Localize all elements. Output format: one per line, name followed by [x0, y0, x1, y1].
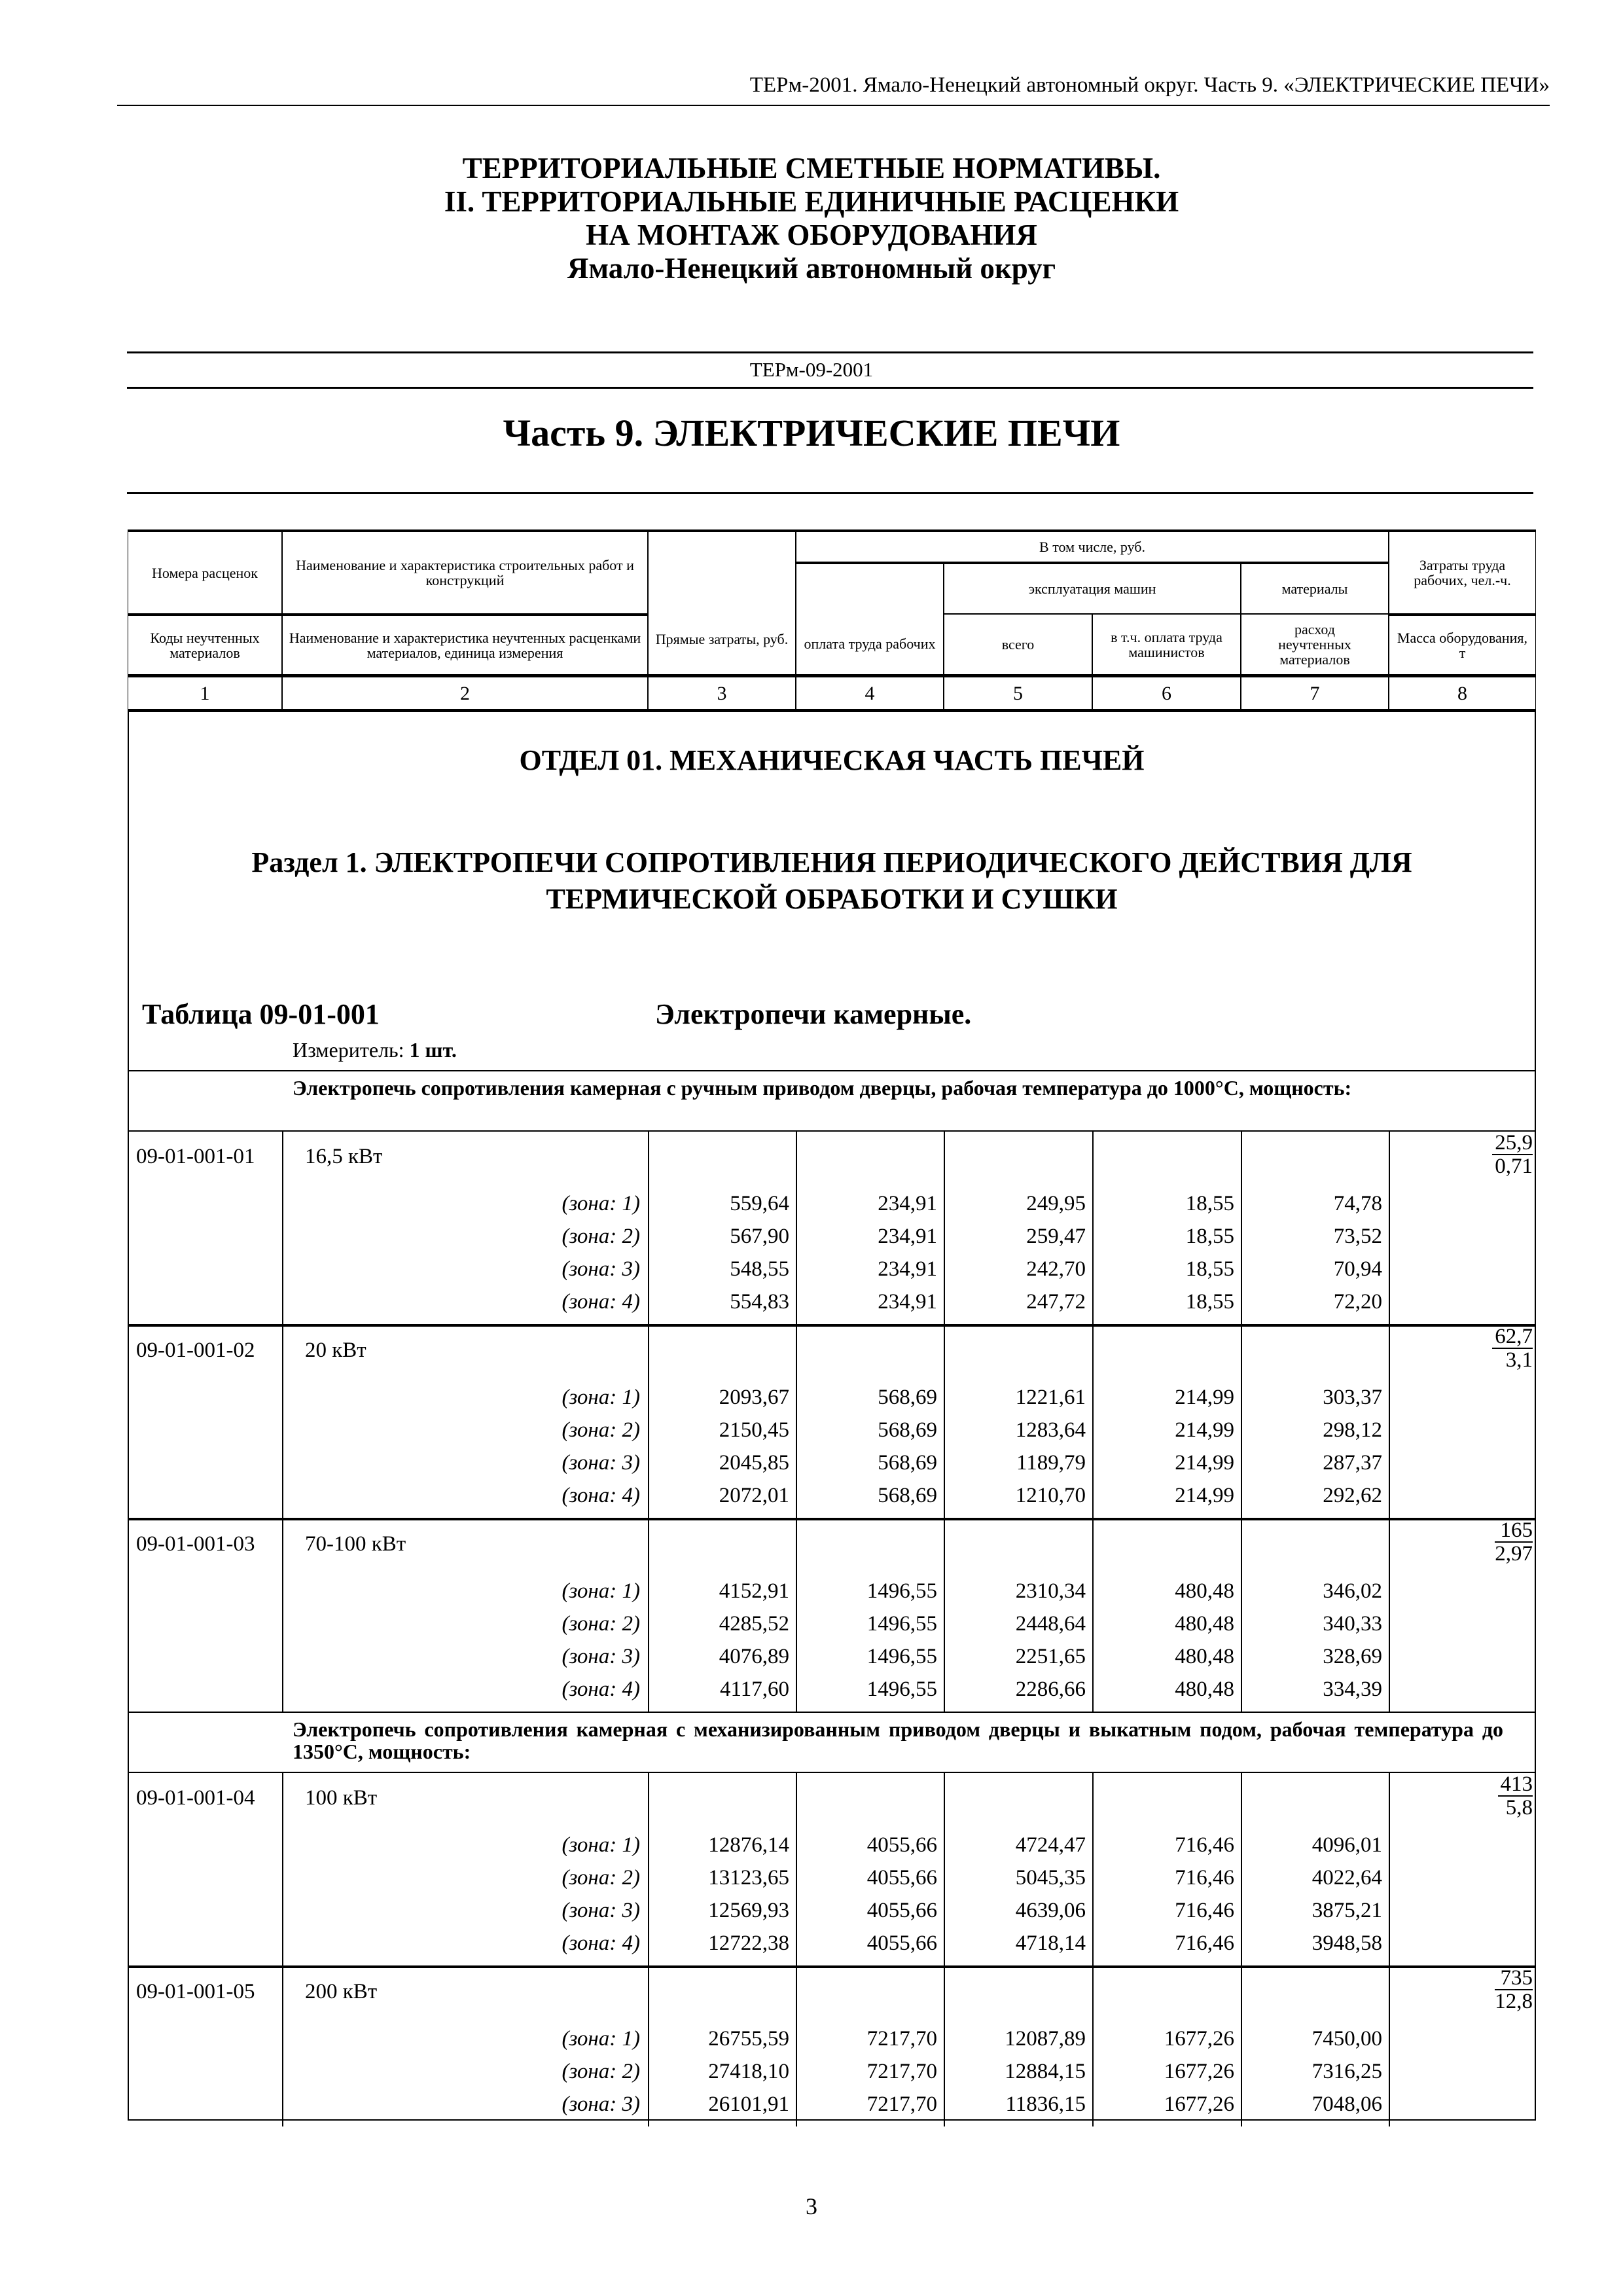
column-divider — [1389, 1324, 1390, 1518]
zone-value: 4055,66 — [866, 1931, 937, 1955]
measure — [293, 1038, 457, 1062]
zone-value: 7217,70 — [866, 2092, 937, 2116]
column-divider — [1389, 1518, 1390, 1712]
column-divider — [648, 1772, 649, 1965]
column-divider — [1241, 1518, 1242, 1712]
zone-value: 2093,67 — [719, 1386, 789, 1409]
rate-code: 09-01-001-02 — [136, 1338, 255, 1362]
table-label: Таблица 09-01-001 — [142, 998, 380, 1030]
column-number: 6 — [1092, 675, 1241, 709]
column-divider — [282, 1324, 283, 1518]
zone-value: 7217,70 — [866, 2027, 937, 2051]
column-number: 3 — [648, 675, 796, 709]
column-divider — [648, 1130, 649, 1324]
zone-value: 1283,64 — [1015, 1418, 1086, 1442]
zone-value: 4096,01 — [1311, 1833, 1382, 1857]
item-name: 16,5 кВт — [305, 1145, 383, 1168]
zone-value: 568,69 — [878, 1484, 937, 1507]
rate-code: 09-01-001-03 — [136, 1532, 255, 1556]
header-including: В том числе, руб. — [796, 529, 1389, 564]
zone-value: 1496,55 — [866, 1677, 937, 1701]
zone-value: 5045,35 — [1015, 1866, 1086, 1890]
zone-value: 568,69 — [878, 1418, 937, 1442]
zone-value: 234,91 — [878, 1257, 937, 1281]
header-unaccounted-materials: расход неучтенных материалов — [1241, 614, 1389, 675]
zone-label: (зона: 3) — [562, 1645, 640, 1668]
zone-value: 716,46 — [1175, 1899, 1234, 1922]
document-title-line: ТЕРРИТОРИАЛЬНЫЕ СМЕТНЫЕ НОРМАТИВЫ. — [462, 152, 1161, 185]
zone-label: (зона: 3) — [562, 1451, 640, 1475]
zone-value: 214,99 — [1175, 1484, 1234, 1507]
header-materials: материалы — [1241, 564, 1389, 614]
row-divider — [128, 1130, 1536, 1132]
zone-value: 4022,64 — [1311, 1866, 1382, 1890]
zone-value: 214,99 — [1175, 1386, 1234, 1409]
header-rate-numbers: Номера расценок — [128, 529, 282, 614]
zone-label: (зона: 1) — [562, 1833, 640, 1857]
column-divider — [1389, 1965, 1390, 2126]
rate-code: 09-01-001-01 — [136, 1145, 255, 1168]
zone-value: 303,37 — [1323, 1386, 1382, 1409]
zone-label: (зона: 1) — [562, 1192, 640, 1215]
zone-value: 4076,89 — [719, 1645, 789, 1668]
zone-value: 1677,26 — [1164, 2027, 1234, 2051]
zone-value: 480,48 — [1175, 1677, 1234, 1701]
rule — [127, 492, 1533, 494]
labor-costs-value: 735 — [1495, 1967, 1533, 1990]
document-title — [0, 152, 1623, 285]
column-divider — [1092, 1965, 1094, 2126]
zone-value: 4718,14 — [1015, 1931, 1086, 1955]
page-number: 3 — [806, 2193, 817, 2219]
zone-label: (зона: 1) — [562, 1386, 640, 1409]
zone-value: 480,48 — [1175, 1645, 1234, 1668]
zone-value: 480,48 — [1175, 1612, 1234, 1636]
labor-costs-value: 165 — [1495, 1519, 1533, 1543]
header-material-name: Наименование и характеристика неучтенных расценками материалов, единица измерения — [282, 614, 648, 675]
rate-code: 09-01-001-05 — [136, 1980, 255, 2003]
zone-label: (зона: 4) — [562, 1677, 640, 1701]
section-title-line: ТЕРМИЧЕСКОЙ ОБРАБОТКИ И СУШКИ — [546, 883, 1118, 915]
zone-value: 4639,06 — [1015, 1899, 1086, 1922]
running-header: ТЕРм-2001. Ямало-Ненецкий автономный округ. Часть 9. «ЭЛЕКТРИЧЕСКИЕ ПЕЧИ» — [749, 73, 1550, 97]
zone-value: 1496,55 — [866, 1612, 937, 1636]
zone-value: 559,64 — [730, 1192, 789, 1215]
equipment-mass-value: 12,8 — [1495, 1990, 1533, 2013]
header-labor-costs: Затраты труда рабочих, чел.-ч. — [1389, 529, 1536, 614]
zone-label: (зона: 3) — [562, 1257, 640, 1281]
column-divider — [282, 1772, 283, 1965]
zone-value: 298,12 — [1323, 1418, 1382, 1442]
header-machinist-pay: в т.ч. оплата труда машинистов — [1092, 614, 1241, 675]
zone-value: 2310,34 — [1015, 1579, 1086, 1603]
zone-value: 12087,89 — [1005, 2027, 1086, 2051]
column-divider — [796, 1324, 797, 1518]
zone-label: (зона: 4) — [562, 1290, 640, 1314]
zone-value: 334,39 — [1323, 1677, 1382, 1701]
zone-label: (зона: 2) — [562, 2060, 640, 2083]
column-divider — [1241, 1324, 1242, 1518]
zone-value: 7048,06 — [1311, 2092, 1382, 2116]
zone-value: 340,33 — [1323, 1612, 1382, 1636]
zone-value: 1210,70 — [1015, 1484, 1086, 1507]
zone-label: (зона: 2) — [562, 1225, 640, 1248]
labor-costs-value: 62,7 — [1492, 1325, 1533, 1349]
row-divider — [128, 1965, 1536, 1968]
zone-value: 2448,64 — [1015, 1612, 1086, 1636]
column-number: 8 — [1389, 675, 1536, 709]
zone-value: 234,91 — [878, 1290, 937, 1314]
zone-value: 2286,66 — [1015, 1677, 1086, 1701]
zone-value: 292,62 — [1323, 1484, 1382, 1507]
zone-value: 12876,14 — [708, 1833, 789, 1857]
zone-value: 249,95 — [1026, 1192, 1086, 1215]
document-title-line: НА МОНТАЖ ОБОРУДОВАНИЯ — [586, 219, 1037, 251]
zone-value: 18,55 — [1185, 1257, 1234, 1281]
header-machine-total: всего — [944, 614, 1092, 675]
zone-value: 567,90 — [730, 1225, 789, 1248]
column-divider — [1241, 1965, 1242, 2126]
document-title-region: Ямало-Ненецкий автономный округ — [567, 252, 1056, 285]
header-direct-costs: Прямые затраты, руб. — [648, 529, 796, 675]
zone-value: 12569,93 — [708, 1899, 789, 1922]
header-rule — [117, 105, 1550, 106]
header-worker-pay: оплата труда рабочих — [796, 564, 944, 675]
zone-value: 27418,10 — [708, 2060, 789, 2083]
zone-value: 13123,65 — [708, 1866, 789, 1890]
zone-value: 554,83 — [730, 1290, 789, 1314]
column-divider — [1241, 1130, 1242, 1324]
zone-value: 1221,61 — [1015, 1386, 1086, 1409]
zone-value: 72,20 — [1333, 1290, 1382, 1314]
zone-value: 74,78 — [1333, 1192, 1382, 1215]
column-divider — [648, 1324, 649, 1518]
header-equipment-mass: Масса оборудования, т — [1389, 614, 1536, 675]
zone-value: 4055,66 — [866, 1899, 937, 1922]
column-divider — [648, 1965, 649, 2126]
measure-label: Измеритель: — [293, 1038, 404, 1062]
zone-value: 4117,60 — [719, 1677, 789, 1701]
zone-value: 11836,15 — [1005, 2092, 1086, 2116]
zone-value: 70,94 — [1333, 1257, 1382, 1281]
column-divider — [282, 1518, 283, 1712]
zone-value: 12884,15 — [1005, 2060, 1086, 2083]
column-divider — [648, 1518, 649, 1712]
zone-value: 1496,55 — [866, 1579, 937, 1603]
header-machine-operation: эксплуатация машин — [944, 564, 1241, 614]
labor-mass-fraction — [1498, 1773, 1533, 1819]
zone-label: (зона: 3) — [562, 2092, 640, 2116]
zone-value: 1189,79 — [1016, 1451, 1086, 1475]
block-description: Электропечь сопротивления камерная с механизированным приводом дверцы и выкатным подом, рабочая температура до 1350°С, мощность: — [293, 1717, 1503, 1763]
zone-value: 2045,85 — [719, 1451, 789, 1475]
zone-label: (зона: 2) — [562, 1612, 640, 1636]
zone-value: 234,91 — [878, 1192, 937, 1215]
row-divider — [128, 1772, 1536, 1773]
zone-value: 26755,59 — [708, 2027, 789, 2051]
item-name: 100 кВт — [305, 1786, 378, 1810]
zone-value: 4724,47 — [1015, 1833, 1086, 1857]
item-name: 70-100 кВт — [305, 1532, 406, 1556]
zone-value: 2251,65 — [1015, 1645, 1086, 1668]
column-divider — [282, 1965, 283, 2126]
column-divider — [1092, 1772, 1094, 1965]
zone-value: 4055,66 — [866, 1833, 937, 1857]
measure-value: 1 шт. — [409, 1038, 457, 1062]
equipment-mass-value: 0,71 — [1495, 1155, 1533, 1178]
header-material-codes: Коды неучтенных материалов — [128, 614, 282, 675]
zone-value: 3875,21 — [1311, 1899, 1382, 1922]
zone-value: 1677,26 — [1164, 2060, 1234, 2083]
column-divider — [796, 1518, 797, 1712]
labor-mass-fraction — [1492, 1325, 1533, 1371]
item-name: 20 кВт — [305, 1338, 366, 1362]
table-name: Электропечи камерные. — [655, 998, 972, 1030]
rate-code: 09-01-001-04 — [136, 1786, 255, 1810]
zone-value: 18,55 — [1185, 1192, 1234, 1215]
zone-label: (зона: 2) — [562, 1866, 640, 1890]
zone-value: 568,69 — [878, 1451, 937, 1475]
column-divider — [944, 1965, 945, 2126]
column-number: 5 — [944, 675, 1092, 709]
labor-mass-fraction — [1492, 1132, 1533, 1177]
zone-label: (зона: 4) — [562, 1931, 640, 1955]
zone-value: 214,99 — [1175, 1451, 1234, 1475]
zone-value: 7217,70 — [866, 2060, 937, 2083]
column-divider — [1389, 1772, 1390, 1965]
zone-value: 287,37 — [1323, 1451, 1382, 1475]
zone-value: 259,47 — [1026, 1225, 1086, 1248]
zone-value: 1677,26 — [1164, 2092, 1234, 2116]
column-number: 2 — [282, 675, 648, 709]
zone-value: 242,70 — [1026, 1257, 1086, 1281]
zone-value: 548,55 — [730, 1257, 789, 1281]
zone-value: 18,55 — [1185, 1290, 1234, 1314]
zone-value: 2072,01 — [719, 1484, 789, 1507]
zone-label: (зона: 3) — [562, 1899, 640, 1922]
column-divider — [1092, 1324, 1094, 1518]
column-divider — [1092, 1130, 1094, 1324]
equipment-mass-value: 2,97 — [1495, 1542, 1533, 1566]
column-number: 4 — [796, 675, 944, 709]
column-divider — [944, 1130, 945, 1324]
department-title: ОТДЕЛ 01. МЕХАНИЧЕСКАЯ ЧАСТЬ ПЕЧЕЙ — [519, 744, 1145, 776]
row-divider — [128, 1324, 1536, 1327]
zone-value: 3948,58 — [1311, 1931, 1382, 1955]
zone-value: 7316,25 — [1311, 2060, 1382, 2083]
rule — [127, 387, 1533, 389]
section-title-line: Раздел 1. ЭЛЕКТРОПЕЧИ СОПРОТИВЛЕНИЯ ПЕРИОДИЧЕСКОГО ДЕЙСТВИЯ ДЛЯ — [251, 846, 1412, 878]
column-divider — [282, 1130, 283, 1324]
part-title: Часть 9. ЭЛЕКТРИЧЕСКИЕ ПЕЧИ — [503, 412, 1120, 454]
column-divider — [796, 1772, 797, 1965]
document-code: ТЕРм-09-2001 — [749, 358, 874, 381]
zone-value: 716,46 — [1175, 1866, 1234, 1890]
zone-value: 328,69 — [1323, 1645, 1382, 1668]
column-number: 1 — [128, 675, 282, 709]
zone-value: 26101,91 — [708, 2092, 789, 2116]
labor-costs-value: 25,9 — [1492, 1132, 1533, 1155]
column-divider — [796, 1130, 797, 1324]
zone-value: 18,55 — [1185, 1225, 1234, 1248]
zone-value: 716,46 — [1175, 1833, 1234, 1857]
zone-value: 4152,91 — [719, 1579, 789, 1603]
section-title — [128, 844, 1536, 918]
equipment-mass-value: 5,8 — [1505, 1796, 1533, 1820]
row-divider — [128, 1518, 1536, 1520]
column-divider — [796, 1965, 797, 2126]
zone-value: 480,48 — [1175, 1579, 1234, 1603]
column-divider — [944, 1518, 945, 1712]
equipment-mass-value: 3,1 — [1505, 1348, 1533, 1372]
zone-value: 247,72 — [1026, 1290, 1086, 1314]
header-work-name: Наименование и характеристика строительных работ и конструкций — [282, 529, 648, 614]
labor-mass-fraction — [1495, 1519, 1533, 1565]
row-divider — [128, 1070, 1536, 1071]
rule — [127, 351, 1533, 353]
row-divider — [128, 1712, 1536, 1713]
zone-value: 234,91 — [878, 1225, 937, 1248]
document-title-line: II. ТЕРРИТОРИАЛЬНЫЕ ЕДИНИЧНЫЕ РАСЦЕНКИ — [444, 185, 1179, 218]
zone-value: 73,52 — [1333, 1225, 1382, 1248]
zone-value: 568,69 — [878, 1386, 937, 1409]
item-name: 200 кВт — [305, 1980, 378, 2003]
zone-value: 1496,55 — [866, 1645, 937, 1668]
column-divider — [1092, 1518, 1094, 1712]
block-description: Электропечь сопротивления камерная с ручным приводом дверцы, рабочая температура до 1000°С, мощность: — [293, 1076, 1352, 1100]
zone-value: 346,02 — [1323, 1579, 1382, 1603]
zone-value: 4055,66 — [866, 1866, 937, 1890]
zone-value: 12722,38 — [708, 1931, 789, 1955]
labor-costs-value: 413 — [1498, 1773, 1533, 1797]
zone-value: 4285,52 — [719, 1612, 789, 1636]
column-divider — [1389, 1130, 1390, 1324]
zone-value: 2150,45 — [719, 1418, 789, 1442]
labor-mass-fraction — [1495, 1967, 1533, 2013]
column-divider — [944, 1772, 945, 1965]
zone-label: (зона: 2) — [562, 1418, 640, 1442]
zone-value: 214,99 — [1175, 1418, 1234, 1442]
zone-label: (зона: 1) — [562, 1579, 640, 1603]
zone-value: 716,46 — [1175, 1931, 1234, 1955]
zone-value: 7450,00 — [1311, 2027, 1382, 2051]
column-divider — [1241, 1772, 1242, 1965]
column-number: 7 — [1241, 675, 1389, 709]
zone-label: (зона: 1) — [562, 2027, 640, 2051]
zone-label: (зона: 4) — [562, 1484, 640, 1507]
column-divider — [944, 1324, 945, 1518]
